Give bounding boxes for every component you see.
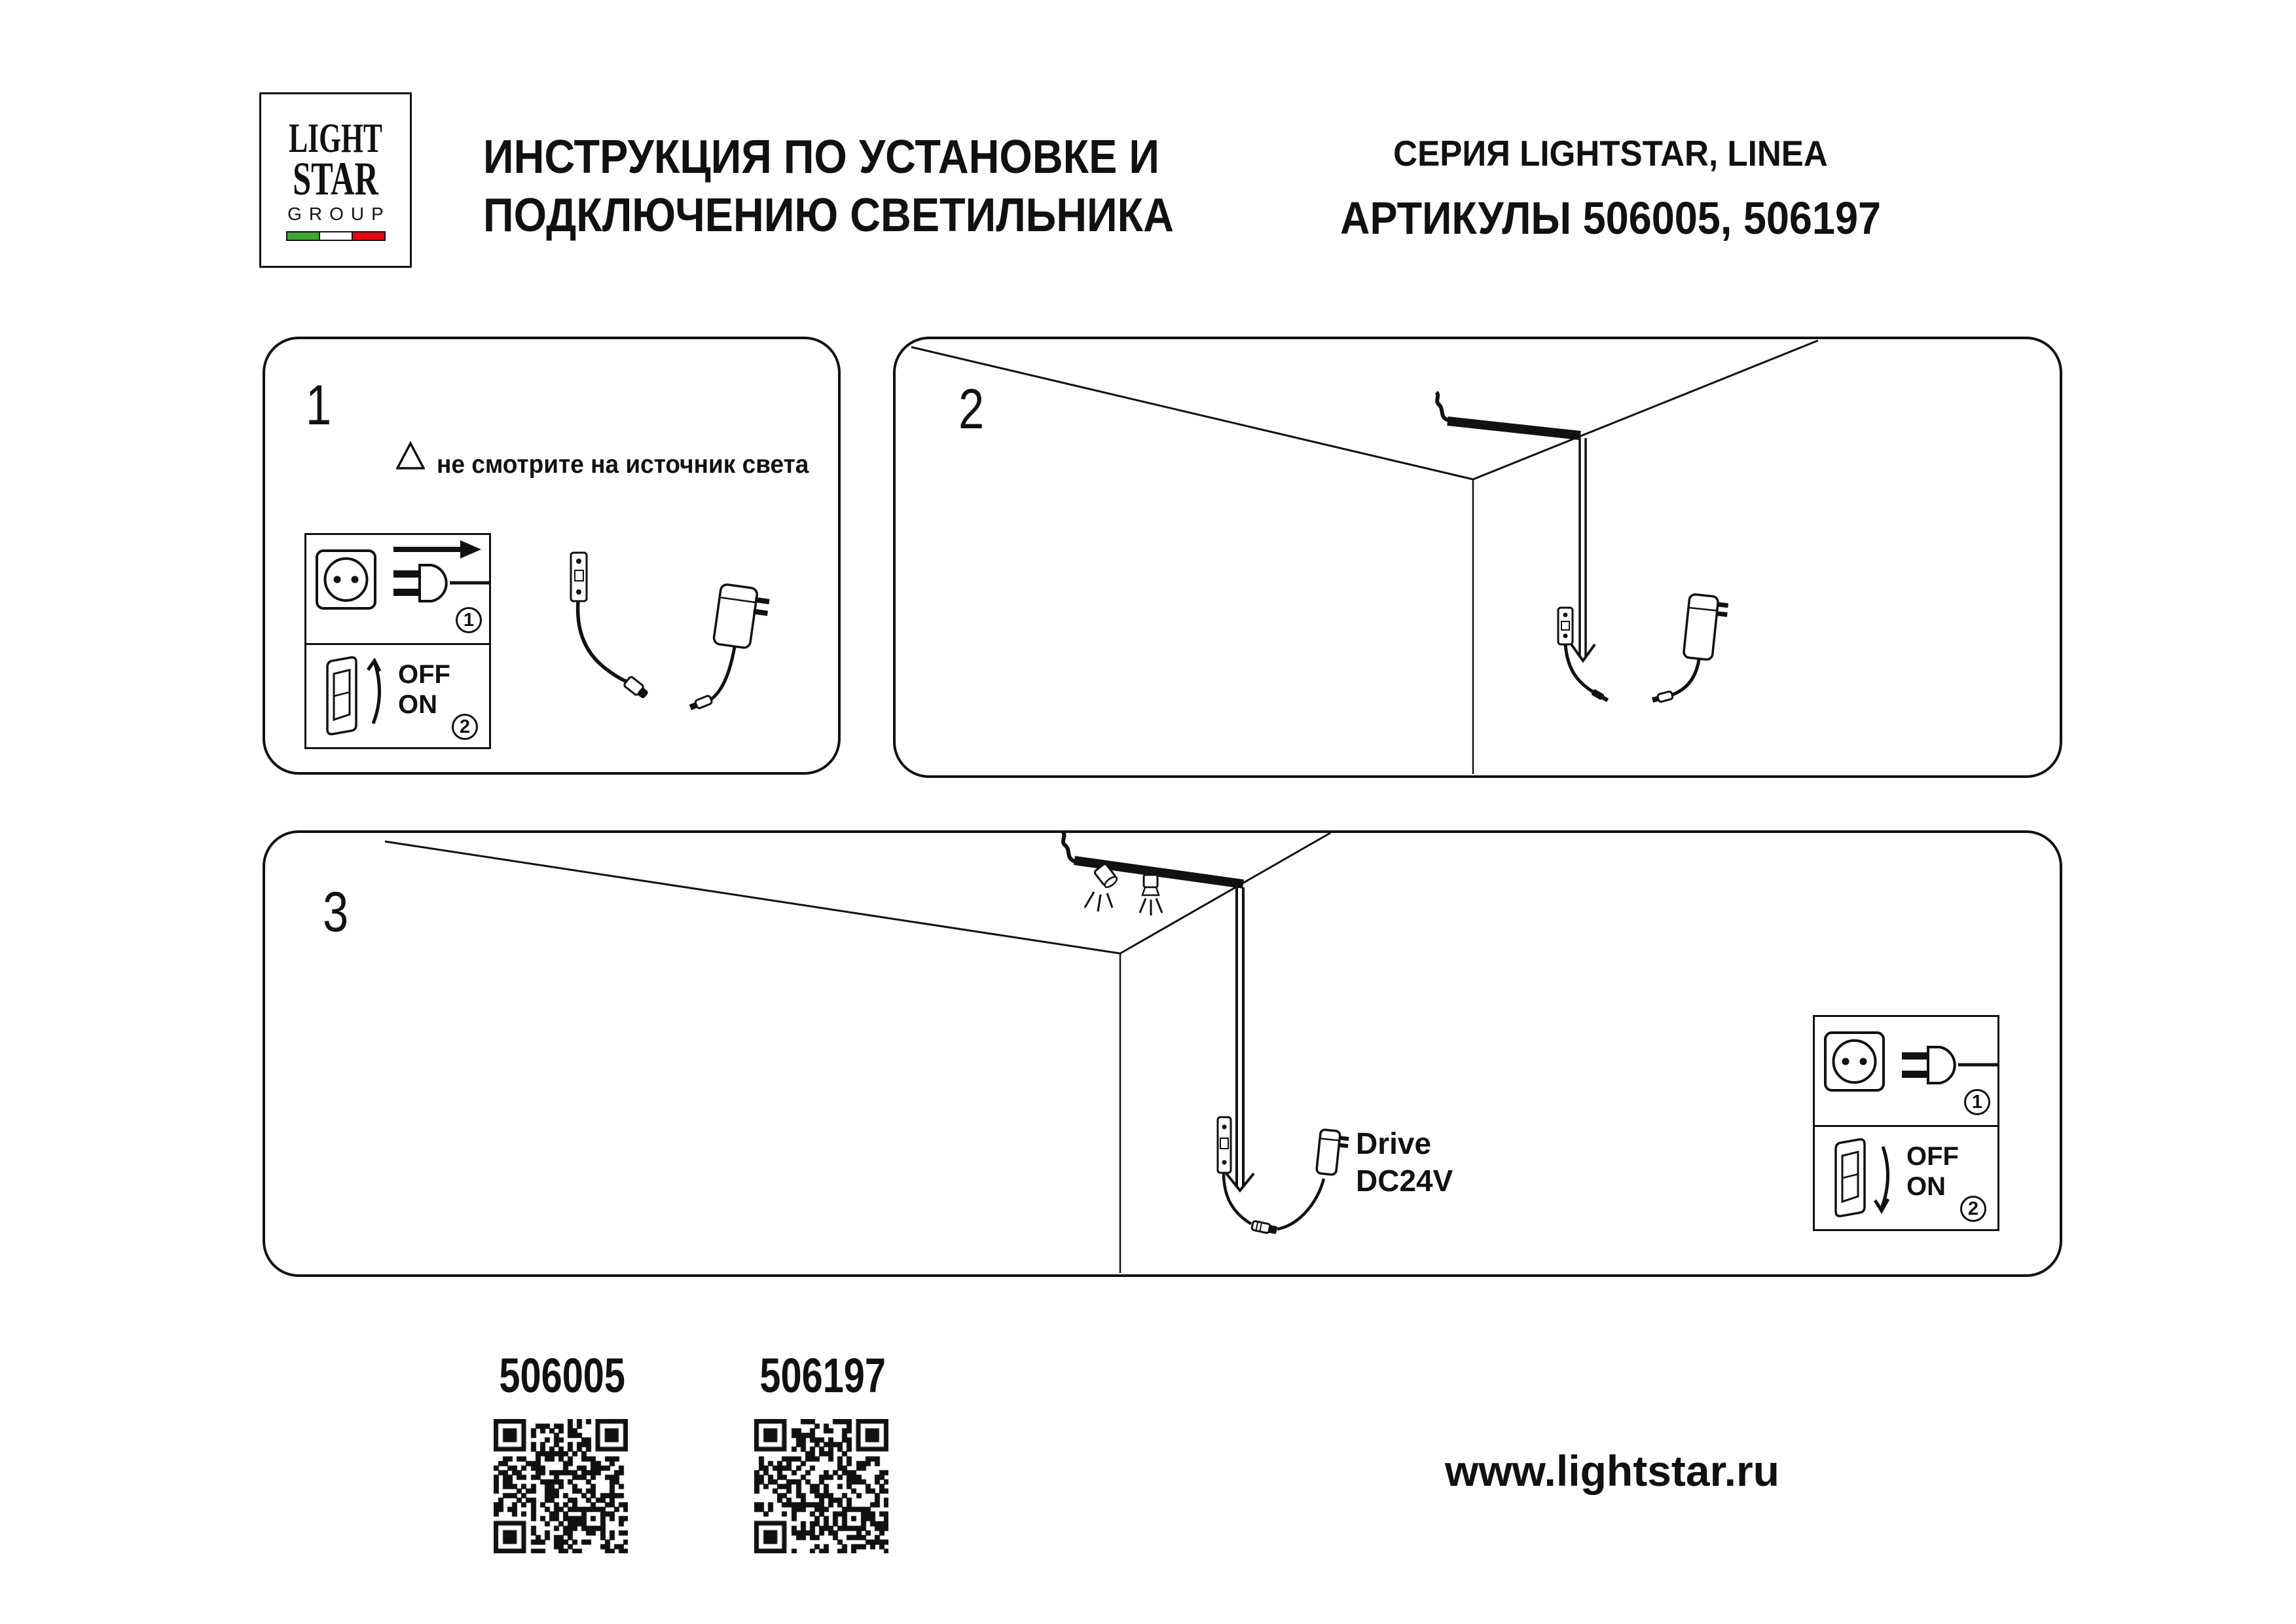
driver-label (1356, 1125, 1453, 1200)
switch-labels (398, 659, 450, 720)
logo-word-group: GROUP (287, 204, 391, 224)
power-connection-box (304, 533, 491, 749)
adapter-connector (1652, 691, 1673, 704)
switch-on-step (306, 645, 489, 749)
step-panel-3 (263, 830, 2062, 1277)
power-switch-icon (1825, 1137, 1899, 1221)
step-number-3: 3 (323, 881, 349, 944)
logo-word-light: LIGHT (289, 115, 382, 161)
step-1-badge-number: 1 (1971, 1092, 1983, 1113)
article-numbers: АРТИКУЛЫ 506005, 506197 (1339, 193, 1882, 244)
plug-in-step (306, 535, 489, 645)
page-title (483, 128, 1174, 245)
room-corner-drawing-step2 (896, 339, 2060, 775)
power-socket-icon (316, 549, 376, 610)
wall-bracket (1558, 608, 1573, 644)
power-adapter (1683, 594, 1729, 661)
series-name: СЕРИЯ LIGHTSTAR, LINEA (1393, 133, 1828, 174)
spotlight-head-2 (1140, 875, 1162, 915)
cable-connector (1591, 689, 1609, 703)
tube-end-arrow (1226, 1173, 1254, 1190)
lamp-bar (1448, 421, 1580, 435)
driver-label-line1: Drive (1356, 1126, 1432, 1160)
step-2-badge-number: 2 (459, 716, 471, 737)
step-1-badge (1964, 1089, 1990, 1115)
plug-in-step (1815, 1017, 1997, 1127)
step-1-badge-number: 1 (463, 610, 475, 631)
step-number-2: 2 (958, 378, 985, 441)
wall-bracket (1218, 1117, 1231, 1173)
step-2-badge (1960, 1196, 1986, 1222)
step-number-1: 1 (306, 374, 332, 437)
warning-triangle-icon (396, 441, 425, 471)
power-switch-icon (317, 655, 390, 739)
room-corner-drawing-step3 (265, 833, 2060, 1274)
off-label: OFF (1906, 1142, 1959, 1171)
step-panel-1 (263, 337, 841, 775)
power-socket-icon (1824, 1031, 1885, 1092)
step-1-badge (456, 607, 482, 633)
on-label: ON (398, 690, 437, 719)
flag-white (319, 232, 353, 240)
italy-flag-icon (286, 231, 386, 241)
lamp-cable-pigtail (1436, 392, 1449, 420)
tube-end-arrow (1571, 644, 1595, 661)
flag-green (287, 232, 319, 240)
power-connection-box (1813, 1015, 1999, 1231)
off-label: OFF (398, 660, 450, 689)
step-panel-2 (893, 337, 2062, 778)
driver-label-line2: DC24V (1356, 1164, 1453, 1198)
on-label: ON (1906, 1172, 1946, 1201)
warning-text: не смотрите на источник света (437, 451, 809, 479)
lamp-cable-pigtail (1063, 833, 1076, 862)
qr-code-article-1 (494, 1419, 628, 1553)
light-rays (1140, 898, 1162, 915)
article-number-1: 506005 (499, 1348, 626, 1403)
inline-connector (1252, 1221, 1278, 1235)
driver-unit (1317, 1130, 1350, 1176)
switch-on-step (1815, 1127, 1997, 1231)
switch-labels (1906, 1141, 1959, 1202)
step-2-badge (452, 714, 478, 740)
light-rays (1085, 892, 1112, 912)
step-2-badge-number: 2 (1967, 1198, 1979, 1219)
lamp-drawing (546, 540, 664, 700)
plug-arrow-icon (1890, 1021, 2000, 1094)
power-adapter-drawing (683, 579, 788, 729)
flag-red (353, 232, 384, 240)
logo-word-star: STAR (293, 153, 378, 205)
article-number-2: 506197 (759, 1348, 886, 1403)
lightstar-logo (259, 92, 412, 268)
website-link[interactable]: www.lightstar.ru (1445, 1447, 1779, 1495)
series-info (1283, 132, 1938, 244)
qr-code-article-2 (754, 1419, 888, 1553)
plug-arrow-icon (382, 539, 492, 612)
title-line-2: ПОДКЛЮЧЕНИЮ СВЕТИЛЬНИКА (483, 189, 1174, 242)
title-line-1: ИНСТРУКЦИЯ ПО УСТАНОВКЕ И (483, 131, 1159, 183)
